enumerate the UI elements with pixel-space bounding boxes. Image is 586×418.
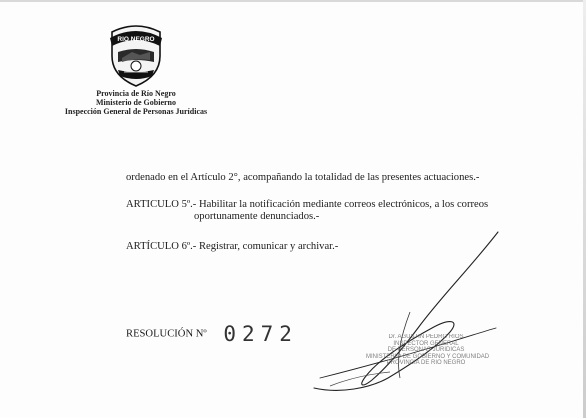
stamp-name: Dr. AGUSTIN PEDRO RIOS <box>388 334 464 340</box>
article-6: ARTÍCULO 6º.- Registrar, comunicar y archivar.- <box>126 241 339 252</box>
stamp-title: INSPECTOR GENERAL <box>393 340 459 347</box>
letterhead-inspection: Inspección General de Personas Jurídicas <box>64 107 208 116</box>
letterhead-ministry: Ministerio de Gobierno <box>96 98 176 107</box>
letterhead-province: Provincia de Río Negro <box>96 89 176 98</box>
rio-negro-seal-logo <box>106 22 166 88</box>
article-5: ARTICULO 5º.- Habilitar la notificación mediante correos electrónicos, a los correos <box>126 199 489 210</box>
article-5-continuation: oportunamente denunciados.- <box>194 211 320 222</box>
resolution-line <box>126 322 298 346</box>
stamp-ministry: MINISTERIO DE GOBIERNO Y COMUNIDAD <box>366 353 490 360</box>
stamp-department: DE PERSONAS JURIDICAS <box>387 347 465 354</box>
stamp-province: PROVINCIA DE RIO NEGRO <box>386 360 466 367</box>
official-stamp <box>366 334 490 367</box>
svg-text:RIO NEGRO: RIO NEGRO <box>117 36 155 43</box>
paragraph-continuation: ordenado en el Artículo 2°, acompañando la totalidad de las presentes actuaciones.- <box>126 172 480 183</box>
scan-edge-top <box>0 0 586 2</box>
letterhead <box>56 89 216 116</box>
resolution-label: RESOLUCIÓN Nº <box>126 328 207 340</box>
handwritten-signature <box>300 228 520 398</box>
resolution-number: 0272 <box>223 322 298 346</box>
